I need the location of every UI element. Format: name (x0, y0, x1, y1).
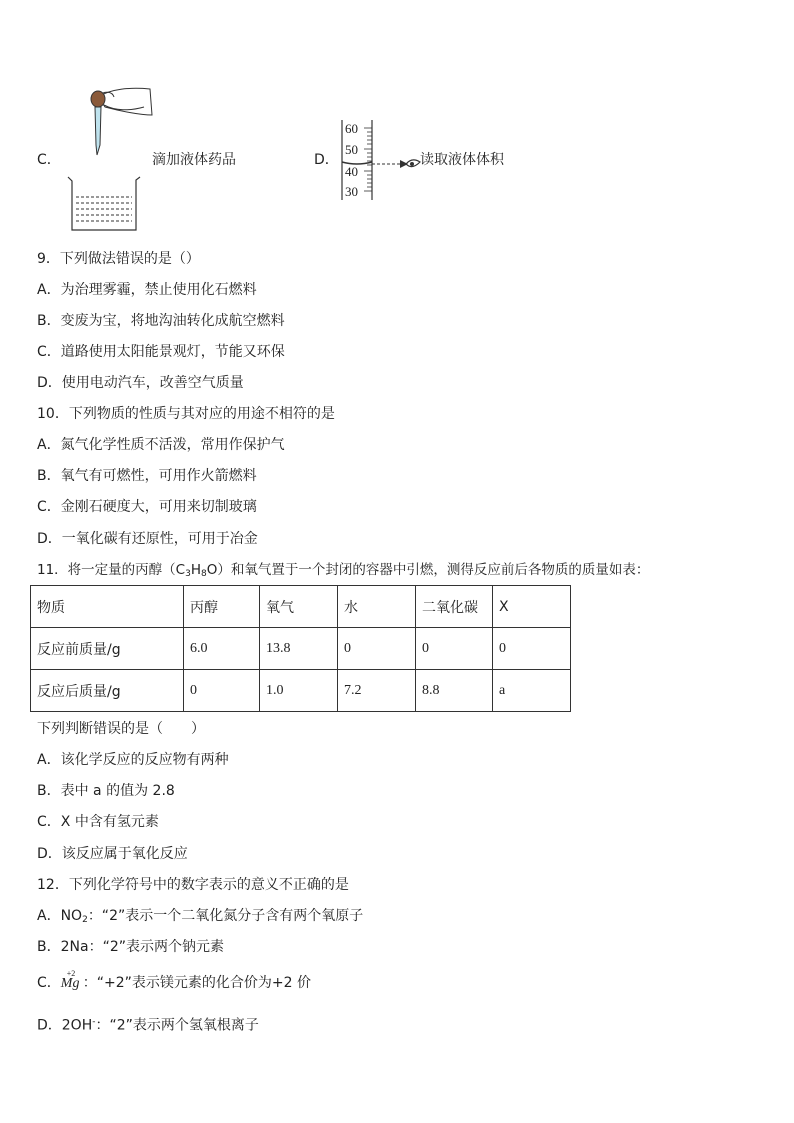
q9-option-a: A．为治理雾霾，禁止使用化石燃料 (37, 282, 257, 298)
table-cell: 反应后质量/g (31, 670, 184, 712)
table-cell: 13.8 (260, 628, 338, 670)
table-cell: 0 (416, 628, 493, 670)
table-header-cell: 丙醇 (184, 586, 260, 628)
table-header-cell: 物质 (31, 586, 184, 628)
table-cell: 8.8 (416, 670, 493, 712)
table-cell: 0 (184, 670, 260, 712)
q12-option-a: A．$NO_2$：“2”表示一个二氧化氮分子含有两个氧原子 (37, 908, 364, 925)
q9-stem: 9．下列做法错误的是（） (37, 251, 200, 267)
table-cell: 反应前质量/g (31, 628, 184, 670)
dropper-beaker-figure (60, 85, 155, 235)
q10-option-b: B．氧气有可燃性，可用作火箭燃料 (37, 468, 257, 484)
table-row (31, 628, 571, 670)
q10-option-d: D．一氧化碳有还原性，可用于冶金 (37, 531, 258, 547)
q11-option-c: C．X 中含有氢元素 (37, 814, 159, 830)
table-cell: 6.0 (184, 628, 260, 670)
q11-stem: 11．将一定量的丙醇$(C_3H_8O)$和氧气置于一个封闭的容器中引燃，测得反应前后各物质的质量如表： (37, 562, 650, 579)
table-cell: 0 (493, 628, 571, 670)
q10-option-a: A．氮气化学性质不活泼，常用作保护气 (37, 437, 285, 453)
cylinder-label-30: 30 (345, 184, 358, 199)
q11-option-b: B．表中 a 的值为 2.8 (37, 783, 175, 799)
table-header-row (31, 586, 571, 628)
cylinder-label-50: 50 (345, 142, 358, 157)
q12-option-c: C． +2 Mg ：“+2”表示镁元素的化合价为+2 价 (37, 969, 312, 991)
table-cell: 1.0 (260, 670, 338, 712)
q11-option-d: D．该反应属于氧化反应 (37, 846, 188, 862)
table-header-cell: 水 (338, 586, 416, 628)
table-header-cell: 氧气 (260, 586, 338, 628)
table-header-cell: 二氧化碳 (416, 586, 493, 628)
q12-stem: 12．下列化学符号中的数字表示的意义不正确的是 (37, 877, 349, 893)
q11-option-a: A．该化学反应的反应物有两种 (37, 752, 229, 768)
q9-option-c: C．道路使用太阳能景观灯，节能又环保 (37, 344, 285, 360)
cylinder-label-40: 40 (345, 164, 358, 179)
mass-data-table (30, 585, 571, 712)
q12-option-b: B．2Na：“2”表示两个钠元素 (37, 939, 224, 955)
table-header-cell: X (493, 586, 571, 628)
mg-valence-symbol: +2 Mg (60, 969, 80, 991)
q9-option-b: B．变废为宝，将地沟油转化成航空燃料 (37, 313, 285, 329)
q10-stem: 10．下列物质的性质与其对应的用途不相符的是 (37, 406, 335, 422)
q12-option-d: D．2OH-：“2”表示两个氢氧根离子 (37, 1017, 259, 1034)
option-d-letter: D． (314, 152, 339, 168)
option-d-caption: 读取液体体积 (420, 152, 504, 168)
q10-option-c: C．金刚石硬度大，可用来切制玻璃 (37, 499, 257, 515)
cylinder-label-60: 60 (345, 121, 358, 136)
table-cell: 7.2 (338, 670, 416, 712)
q11-question: 下列判断错误的是（ ） (37, 721, 205, 737)
table-cell: 0 (338, 628, 416, 670)
table-row (31, 670, 571, 712)
option-c-letter: C． (37, 152, 61, 168)
option-c-caption: 滴加液体药品 (152, 152, 236, 168)
q9-option-d: D．使用电动汽车，改善空气质量 (37, 375, 244, 391)
table-cell: a (493, 670, 571, 712)
